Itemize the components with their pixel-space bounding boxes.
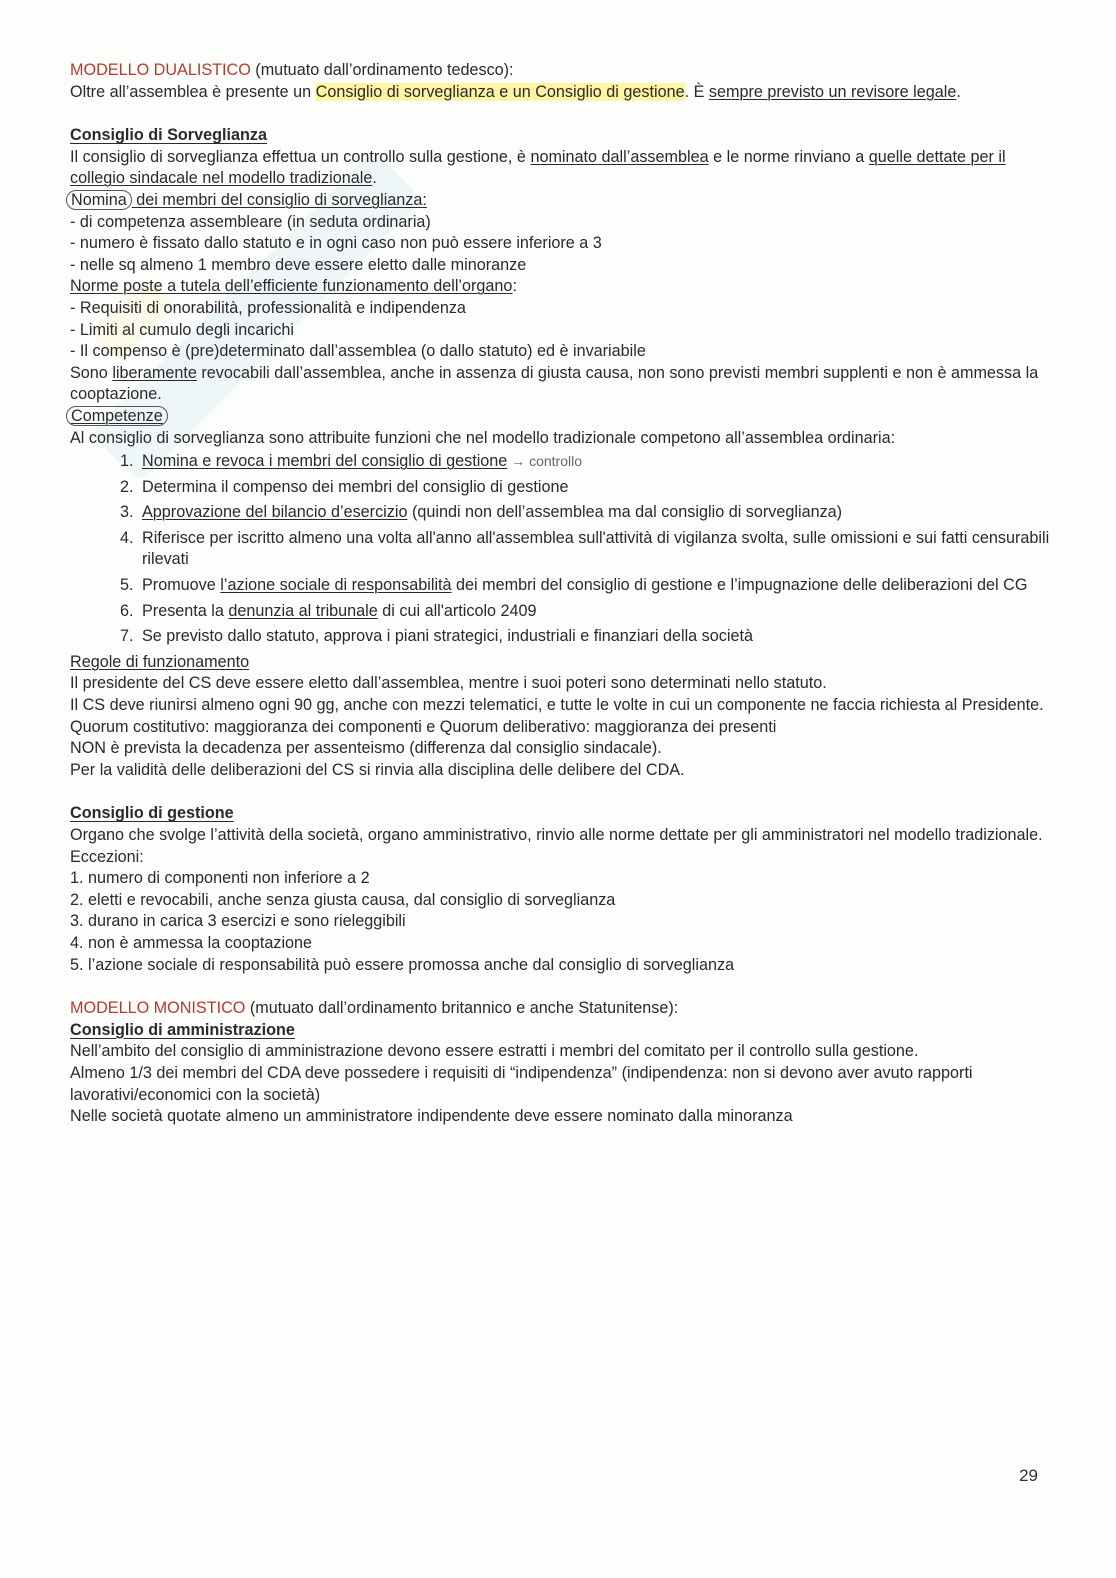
revoca-paragraph: Sono liberamente revocabili dall’assemblea, anche in assenza di giusta causa, non sono previsti membri supplenti e non è ammessa la cooptazione. [70,363,1039,404]
list-item: 1. Nomina e revoca i membri del consiglio di gestione → controllo [138,451,1050,473]
section-heading-sorveglianza: Consiglio di Sorveglianza [70,126,267,145]
mono-line: Nelle società quotate almeno un amministratore indipendente deve essere nominato dalla minoranza [70,1107,793,1126]
nomina-item: - di competenza assembleare (in seduta ordinaria) [70,212,431,231]
section-heading-gestione: Consiglio di gestione [70,804,234,823]
document-page [70,60,1050,1128]
cg-item: 3. durano in carica 3 esercizi e sono rieleggibili [70,912,406,931]
regole-line: Per la validità delle deliberazioni del CS si rinvia alla disciplina delle delibere del CDA. [70,760,685,779]
cg-intro: Organo che svolge l’attività della società, organo amministrativo, rinvio alle norme dettate per gli amministratori nel modello tradizionale. Eccezioni: [70,826,1043,866]
cg-item: 2. eletti e revocabili, anche senza giusta causa, dal consiglio di sorveglianza [70,890,616,909]
list-item: 7. Se previsto dallo statuto, approva i piani strategici, industriali e finanziari della società [138,626,1050,648]
cg-item: 1. numero di componenti non inferiore a 2 [70,869,370,888]
norme-item: - Il compenso è (pre)determinato dall’assemblea (o dallo statuto) ed è invariabile [70,342,646,361]
nomina-heading: Nomina dei membri del consiglio di sorveglianza: [70,190,1050,212]
nomina-circled: Nomina [66,190,132,210]
dualistic-title-line: MODELLO DUALISTICO (mutuato dall’ordinamento tedesco): [70,61,514,79]
regole-line: Quorum costitutivo: maggioranza dei componenti e Quorum deliberativo: maggioranza dei presenti [70,717,777,736]
section-heading-amministrazione: Consiglio di amministrazione [70,1020,295,1039]
list-item: 2. Determina il compenso dei membri del consiglio di gestione [138,477,1050,499]
norme-item: - Limiti al cumulo degli incarichi [70,320,295,339]
competenze-list [70,451,1050,648]
highlight: Consiglio di sorveglianza e un Consiglio di gestione [315,82,685,101]
cs-paragraph: Il consiglio di sorveglianza effettua un controllo sulla gestione, è nominato dall’assemblea e le norme rinviano a quelle dettate per il collegio sindacale nel modello tradizionale. [70,147,1006,188]
competenze-heading: Competenze [70,406,1050,428]
regole-heading: Regole di funzionamento [70,652,250,671]
monistic-title: MODELLO MONISTICO [70,999,246,1018]
mono-line: Almeno 1/3 dei membri del CDA deve possedere i requisiti di “indipendenza” (indipendenza: non si devono aver avuto rapporti lavorativi/economici con la società) [70,1063,973,1104]
norme-item: - Requisiti di onorabilità, professionalità e indipendenza [70,298,466,317]
monistic-title-line: MODELLO MONISTICO (mutuato dall’ordinamento britannico e anche Statunitense): [70,999,679,1018]
nomina-item: - nelle sq almeno 1 membro deve essere eletto dalle minoranze [70,255,527,274]
list-item: 3. Approvazione del bilancio d’esercizio (quindi non dell’assemblea ma dal consiglio di sorveglianza) [138,502,1050,524]
regole-line: NON è prevista la decadenza per assenteismo (differenza dal consiglio sindacale). [70,739,662,758]
cg-item: 5. l’azione sociale di responsabilità può essere promossa anche dal consiglio di sorveglianza [70,955,735,974]
mono-line: Nell’ambito del consiglio di amministrazione devono essere estratti i membri del comitato per il controllo sulla gestione. [70,1042,919,1061]
cg-item: 4. non è ammessa la cooptazione [70,933,313,952]
competenze-intro: Al consiglio di sorveglianza sono attribuite funzioni che nel modello tradizionale competono all’assemblea ordinaria: [70,428,896,447]
regole-line: Il presidente del CS deve essere eletto dall’assemblea, mentre i suoi poteri sono determinati nello statuto. [70,674,827,693]
norme-heading: Norme poste a tutela dell’efficiente funzionamento dell’organo: [70,277,517,296]
page-number: 29 [1019,1466,1038,1485]
list-item: 6. Presenta la denunzia al tribunale di cui all'articolo 2409 [138,601,1050,623]
list-item: 5. Promuove l’azione sociale di responsabilità dei membri del consiglio di gestione e l’impugnazione delle deliberazioni del CG [138,575,1050,597]
nomina-item: - numero è fissato dallo statuto e in ogni caso non può essere inferiore a 3 [70,234,602,253]
list-item: 4. Riferisce per iscritto almeno una volta all'anno all'assemblea sull'attività di vigilanza svolta, sulle omissioni e sui fatti censurabili rilevati [138,528,1050,571]
dualistic-intro: Oltre all’assemblea è presente un Consiglio di sorveglianza e un Consiglio di gestione. È sempre previsto un revisore legale. [70,82,961,101]
dualistic-title: MODELLO DUALISTICO [70,61,251,79]
regole-line: Il CS deve riunirsi almeno ogni 90 gg, anche con mezzi telematici, e tutte le volte in cui un componente ne faccia richiesta al Presidente. [70,696,1044,715]
